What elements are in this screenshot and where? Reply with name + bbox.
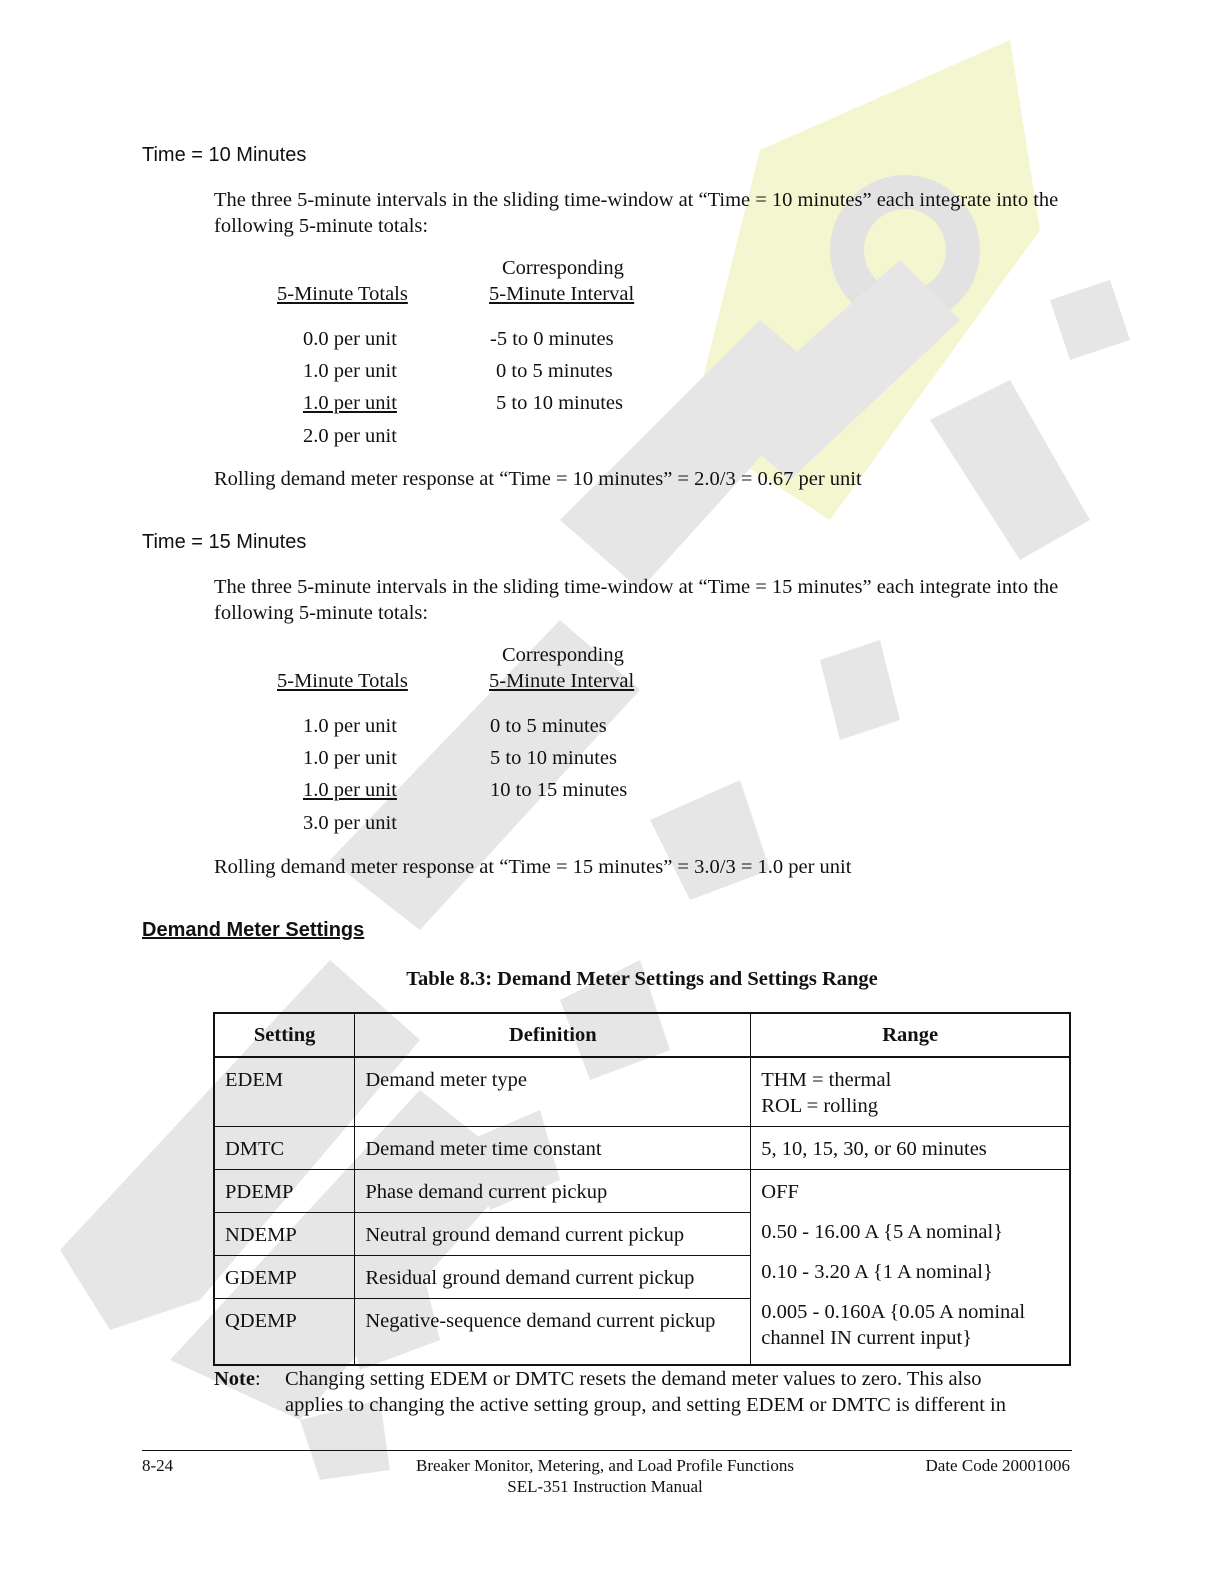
time15-interval-2: 5 to 10 minutes: [490, 747, 617, 769]
time10-interval-1: -5 to 0 minutes: [490, 328, 614, 350]
time15-col-interval-header-1: Corresponding: [502, 644, 624, 666]
time15-col-interval-header-2: 5-Minute Interval: [489, 670, 635, 692]
cell-setting: EDEM: [214, 1057, 355, 1127]
table-row: [214, 1127, 1070, 1170]
note-line-2: applies to changing the active setting group, and setting EDEM or DMTC is different in: [285, 1394, 1006, 1416]
header-range: Range: [751, 1013, 1070, 1057]
time10-heading: Time = 10 Minutes: [142, 144, 307, 166]
time10-sum: 2.0 per unit: [303, 425, 397, 447]
time15-total-1: 1.0 per unit: [303, 715, 397, 737]
cell-definition: Demand meter type: [355, 1057, 751, 1127]
time15-total-3: 1.0 per unit: [303, 779, 397, 801]
range-line: channel IN current input}: [761, 1327, 973, 1349]
time10-total-2: 1.0 per unit: [303, 360, 397, 382]
time10-interval-3: 5 to 10 minutes: [496, 392, 623, 414]
cell-range-pickup: [751, 1170, 1070, 1365]
time10-total-1: 0.0 per unit: [303, 328, 397, 350]
footer-page-number: 8-24: [142, 1456, 174, 1475]
cell-definition: Negative-sequence demand current pickup: [355, 1299, 751, 1365]
range-line: ROL = rolling: [761, 1095, 878, 1117]
time10-result: Rolling demand meter response at “Time = 10 minutes” = 2.0/3 = 0.67 per unit: [214, 468, 862, 490]
time10-col-interval-header-2: 5-Minute Interval: [489, 283, 635, 305]
time15-col-totals-header: 5-Minute Totals: [277, 670, 408, 692]
cell-setting: QDEMP: [214, 1299, 355, 1365]
table-header-row: [214, 1013, 1070, 1057]
time10-total-3: 1.0 per unit: [303, 392, 397, 414]
footer-date-code: Date Code 20001006: [925, 1456, 1070, 1475]
cell-definition: Neutral ground demand current pickup: [355, 1213, 751, 1256]
table-caption: Table 8.3: Demand Meter Settings and Settings Range: [406, 968, 878, 990]
time10-intro: The three 5-minute intervals in the sliding time-window at “Time = 10 minutes” each integrate into the following 5-minute totals:: [214, 189, 1059, 237]
footer-divider: [142, 1450, 1072, 1451]
note-label: Note:: [214, 1368, 261, 1390]
footer-title-line-1: Breaker Monitor, Metering, and Load Profile Functions: [416, 1456, 794, 1475]
range-line: 0.50 - 16.00 A {5 A nominal}: [761, 1221, 1004, 1243]
time10-interval-2: 0 to 5 minutes: [496, 360, 613, 382]
table-row: [214, 1170, 1070, 1213]
section-heading: Demand Meter Settings: [142, 919, 365, 941]
cell-setting: DMTC: [214, 1127, 355, 1170]
cell-setting: PDEMP: [214, 1170, 355, 1213]
header-definition: Definition: [355, 1013, 751, 1057]
cell-setting: NDEMP: [214, 1213, 355, 1256]
range-line: 0.10 - 3.20 A {1 A nominal}: [761, 1261, 993, 1283]
time10-col-totals-header: 5-Minute Totals: [277, 283, 408, 305]
note-line-1: Changing setting EDEM or DMTC resets the demand meter values to zero. This also: [285, 1368, 982, 1390]
range-line: THM = thermal: [761, 1069, 892, 1091]
time15-intro: The three 5-minute intervals in the sliding time-window at “Time = 15 minutes” each integrate into the following 5-minute totals:: [214, 576, 1059, 624]
time15-result: Rolling demand meter response at “Time = 15 minutes” = 3.0/3 = 1.0 per unit: [214, 856, 852, 878]
table-row: [214, 1057, 1070, 1127]
cell-range: 5, 10, 15, 30, or 60 minutes: [751, 1127, 1070, 1170]
range-line: OFF: [761, 1181, 799, 1203]
cell-setting: GDEMP: [214, 1256, 355, 1299]
time15-heading: Time = 15 Minutes: [142, 531, 307, 553]
cell-definition: Phase demand current pickup: [355, 1170, 751, 1213]
footer-title-line-2: SEL-351 Instruction Manual: [507, 1477, 703, 1496]
range-line: 0.005 - 0.160A {0.05 A nominal: [761, 1301, 1026, 1323]
settings-table: [213, 1012, 1071, 1366]
time15-total-2: 1.0 per unit: [303, 747, 397, 769]
time15-interval-3: 10 to 15 minutes: [490, 779, 628, 801]
time10-col-interval-header-1: Corresponding: [502, 257, 624, 279]
time15-sum: 3.0 per unit: [303, 812, 397, 834]
time15-interval-1: 0 to 5 minutes: [490, 715, 607, 737]
header-setting: Setting: [214, 1013, 355, 1057]
cell-range: [751, 1057, 1070, 1127]
cell-definition: Residual ground demand current pickup: [355, 1256, 751, 1299]
cell-definition: Demand meter time constant: [355, 1127, 751, 1170]
